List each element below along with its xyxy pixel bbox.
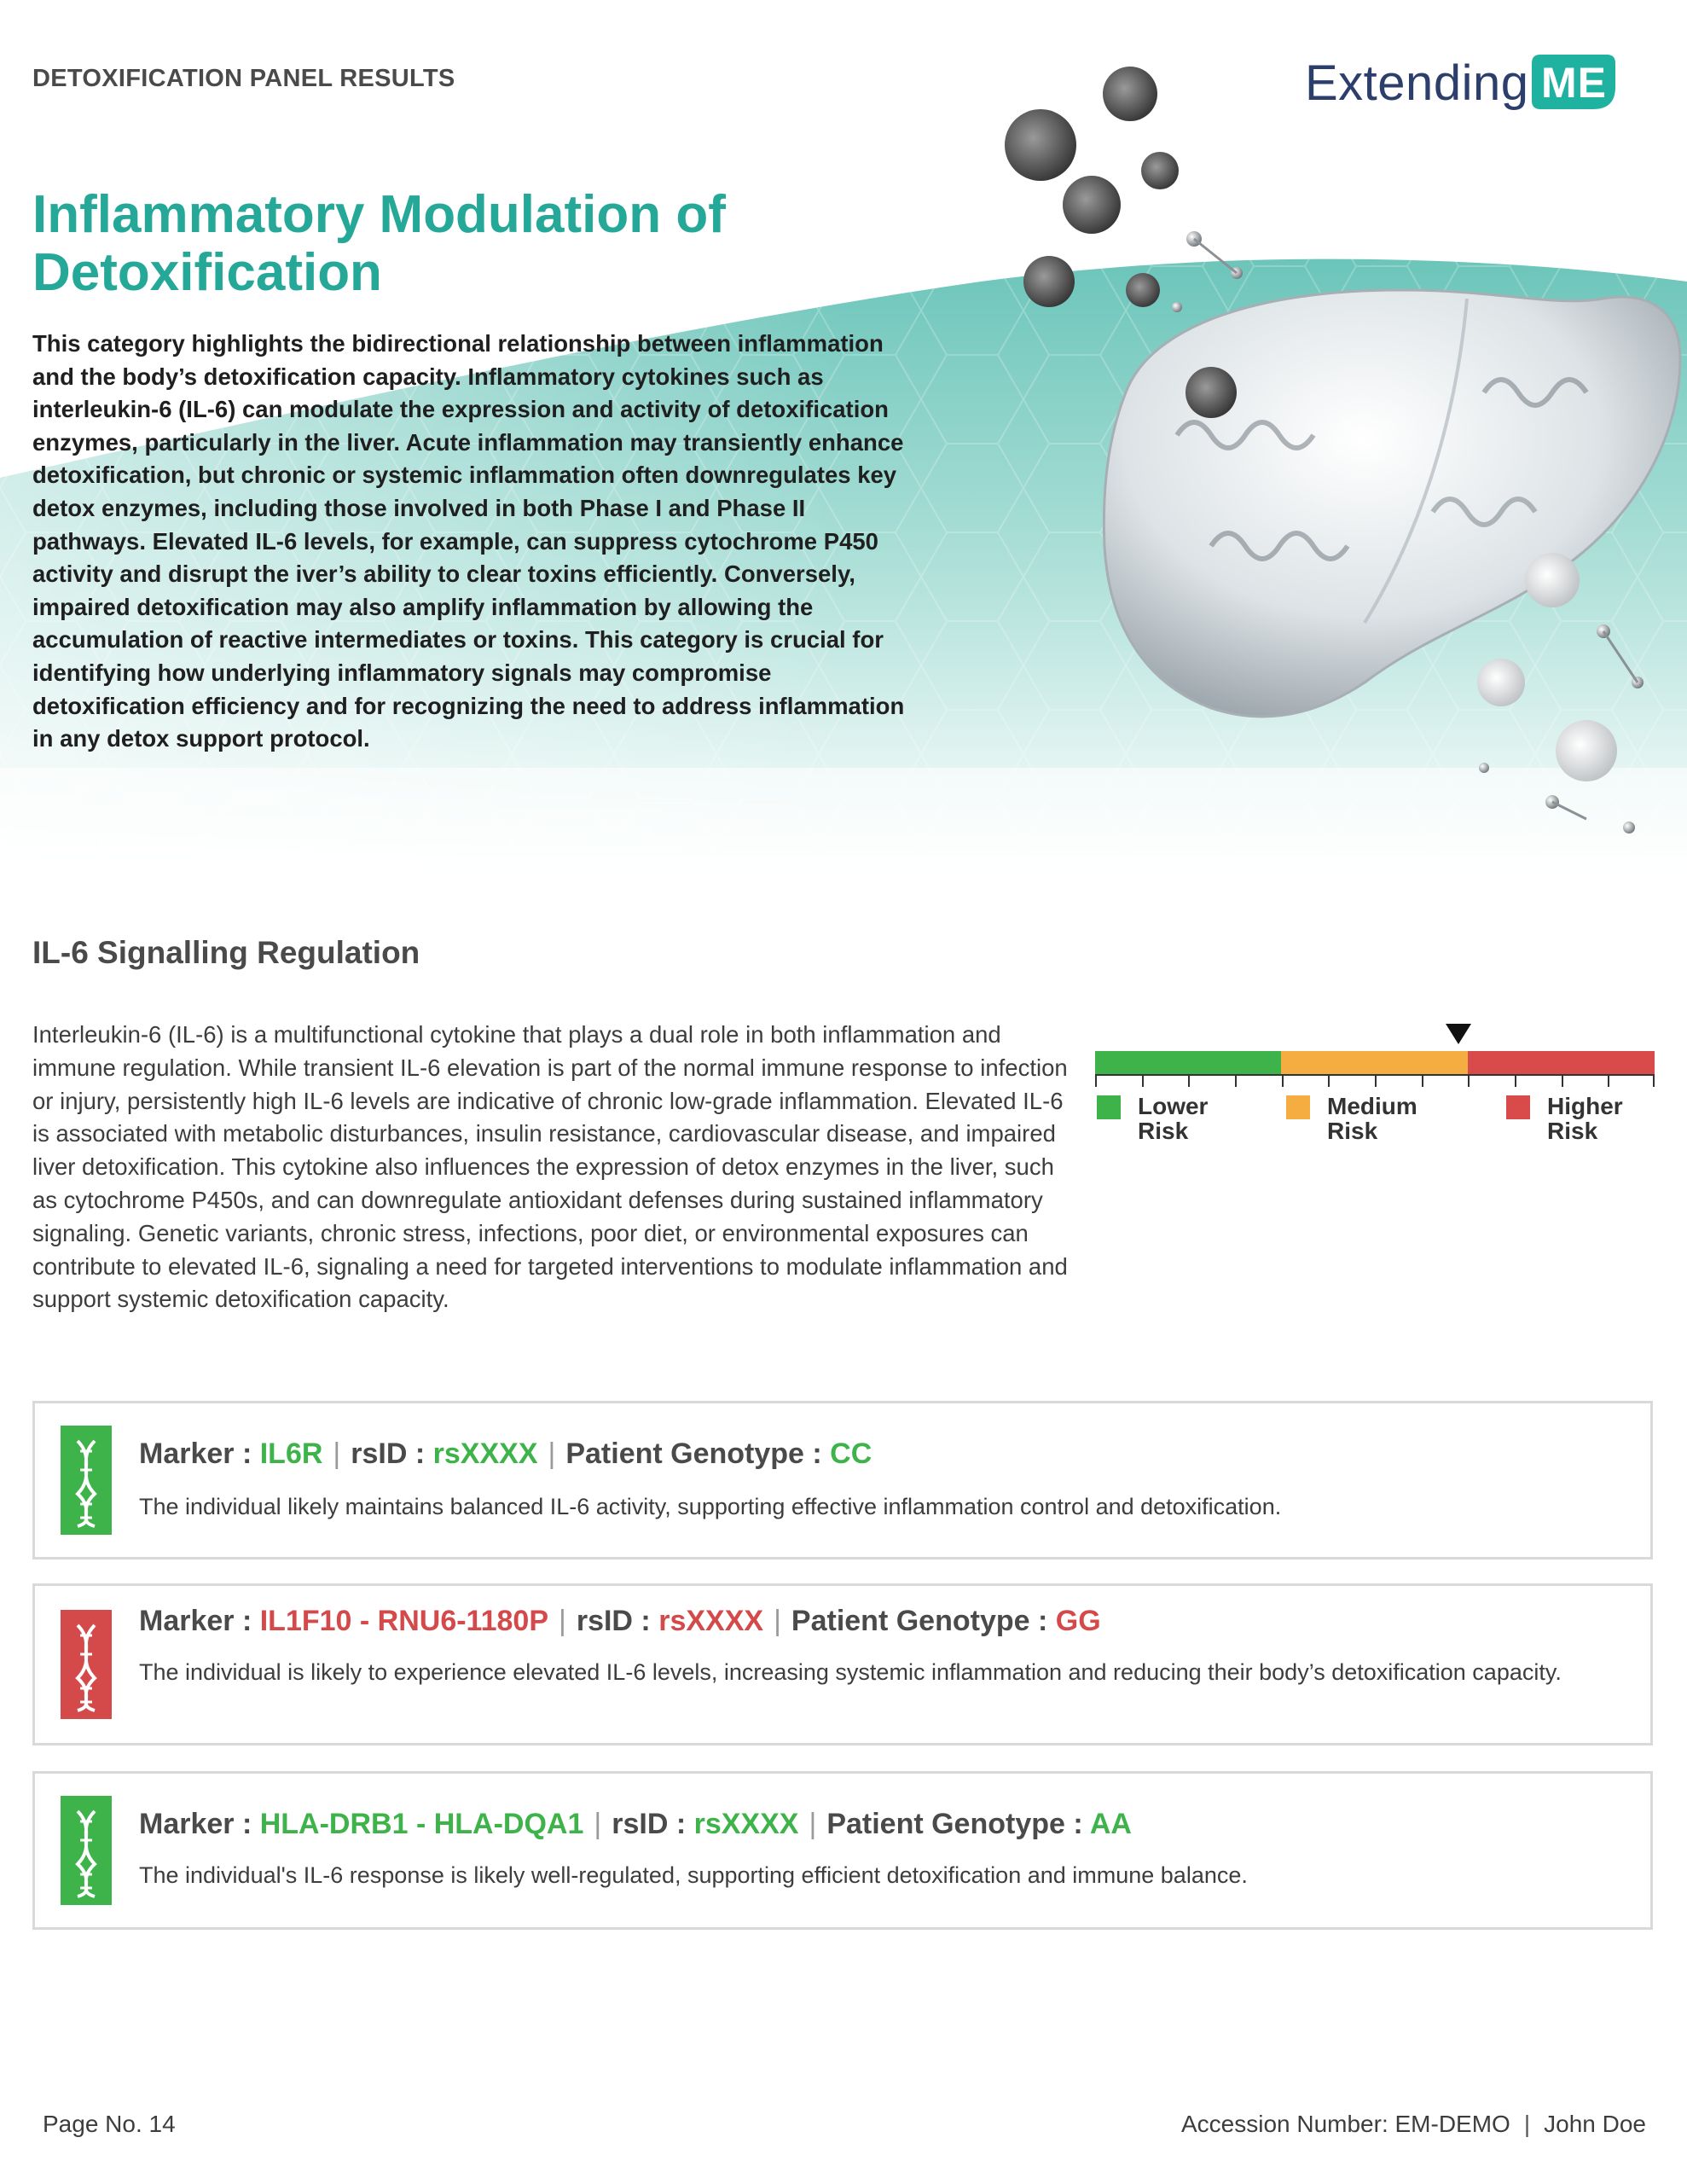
marker-header: Marker : HLA-DRB1 - HLA-DQA1 | rsID : rsXXXX | Patient Genotype : AA xyxy=(139,1808,1132,1840)
risk-tick xyxy=(1235,1075,1237,1087)
marker-card xyxy=(32,1583,1653,1745)
marker-genotype: GG xyxy=(1055,1605,1101,1637)
legend-higher xyxy=(1506,1094,1649,1143)
brand-logo[interactable] xyxy=(1305,53,1617,113)
report-header-label: DETOXIFICATION PANEL RESULTS xyxy=(32,65,455,92)
risk-tick xyxy=(1422,1075,1423,1087)
marker-header: Marker : IL1F10 - RNU6-1180P | rsID : rsXXXX | Patient Genotype : GG xyxy=(139,1605,1101,1637)
risk-tick xyxy=(1095,1075,1097,1087)
marker-card xyxy=(32,1771,1653,1930)
legend-swatch-lower xyxy=(1097,1095,1121,1119)
page-title xyxy=(32,186,885,302)
page-number: Page No. 14 xyxy=(43,2111,176,2137)
logo-badge xyxy=(1530,53,1617,113)
logo-badge-text: ME xyxy=(1540,59,1607,107)
marker-rsid: rsXXXX xyxy=(693,1808,799,1840)
legend-label-lower: Lower Risk xyxy=(1138,1093,1209,1144)
risk-tick xyxy=(1142,1075,1144,1087)
category-description: This category highlights the bidirectional relationship between inflammation and the body’s detoxification capacity. Inflammatory cytokines such as interleukin-6 (IL-6) can modulate the expression and activity of detoxification enzymes, particularly in the liver. Acute inflammation may transiently enhance detoxification, but chronic or systemic inflammation often downregulates key detox enzymes, including those involved in both Phase I and Phase II pathways. Elevated IL-6 levels, for example, can suppress cytochrome P450 activity and disrupt the iver’s ability to clear toxins efficiently. Conversely, impaired detoxification may also amplify inflammation by allowing the accumulation of reactive intermediates or toxins. This category is crucial for identifying how underlying inflammatory signals may compromise detoxification efficiency and for recognizing the need to address inflammation in any detox support protocol. xyxy=(32,330,905,752)
logo-wordmark: Extending xyxy=(1305,55,1529,111)
risk-segment-medium xyxy=(1281,1051,1468,1075)
section-body: Interleukin-6 (IL-6) is a multifunctional cytokine that plays a dual role in both inflammation and immune regulation. While transient IL-6 elevation is part of the normal immune response to infection or injury, persistently high IL-6 levels are indicative of chronic low-grade inflammation. Elevated IL-6 is associated with metabolic disturbances, insulin resistance, cardiovascular disease, and impaired liver detoxification. This cytokine also influences the expression of detox enzymes in the liver, such as cytochrome P450s, and can downregulate antioxidant defenses during sustained inflammatory signaling. Genetic variants, chronic stress, infections, poor diet, or environmental exposures can contribute to elevated IL-6, signaling a need for targeted interventions to modulate inflammation and support systemic detoxification capacity. xyxy=(32,1021,1068,1313)
risk-tick xyxy=(1188,1075,1190,1087)
marker-name: IL6R xyxy=(259,1438,323,1470)
risk-tick xyxy=(1328,1075,1330,1087)
risk-tick xyxy=(1608,1075,1609,1087)
marker-genotype: AA xyxy=(1089,1808,1132,1840)
hero-banner xyxy=(0,0,1687,872)
page-title-line-1: Inflammatory Modulation of xyxy=(32,185,726,244)
risk-tick xyxy=(1468,1075,1470,1087)
legend-label-medium: Medium Risk xyxy=(1327,1093,1417,1144)
page-title-line-2: Detoxification xyxy=(32,243,382,302)
legend-lower xyxy=(1097,1094,1240,1143)
risk-scale xyxy=(1095,1017,1655,1153)
risk-tick xyxy=(1375,1075,1377,1087)
section-title: IL-6 Signalling Regulation xyxy=(32,935,420,970)
patient-name: John Doe xyxy=(1544,2111,1646,2137)
marker-header: Marker : IL6R | rsID : rsXXXX | Patient Genotype : CC xyxy=(139,1438,872,1470)
marker-description: The individual's IL-6 response is likely well-regulated, supporting efficient detoxification and immune balance. xyxy=(139,1862,1248,1888)
risk-bar xyxy=(1095,1051,1655,1075)
marker-description: The individual likely maintains balanced IL-6 activity, supporting effective inflammation control and detoxification. xyxy=(139,1494,1282,1519)
marker-name: IL1F10 - RNU6-1180P xyxy=(259,1605,548,1637)
dna-icon xyxy=(61,1610,112,1719)
risk-tick xyxy=(1515,1075,1516,1087)
risk-tick xyxy=(1653,1075,1655,1087)
dna-icon xyxy=(61,1426,112,1535)
marker-genotype: CC xyxy=(830,1438,872,1470)
accession-number: Accession Number: EM-DEMO xyxy=(1180,2111,1510,2137)
liver-illustration xyxy=(955,34,1687,872)
marker-card xyxy=(32,1401,1653,1560)
legend-swatch-higher xyxy=(1506,1095,1530,1119)
marker-name: HLA-DRB1 - HLA-DQA1 xyxy=(259,1808,584,1840)
marker-rsid: rsXXXX xyxy=(432,1438,538,1470)
risk-pointer-icon xyxy=(1446,1024,1471,1044)
risk-segment-lower xyxy=(1095,1051,1281,1075)
legend-medium xyxy=(1286,1094,1429,1143)
legend-swatch-medium xyxy=(1286,1095,1310,1119)
risk-tick xyxy=(1562,1075,1563,1087)
risk-segment-higher xyxy=(1468,1051,1655,1075)
dna-icon xyxy=(61,1796,112,1905)
marker-rsid: rsXXXX xyxy=(658,1605,764,1637)
footer-patient-info: Accession Number: EM-DEMO | John Doe xyxy=(1180,2111,1646,2137)
marker-description: The individual is likely to experience elevated IL-6 levels, increasing systemic inflammation and reducing their body’s detoxification capacity. xyxy=(139,1659,1562,1685)
risk-ticks xyxy=(1095,1075,1655,1087)
risk-tick xyxy=(1282,1075,1284,1087)
legend-label-higher: Higher Risk xyxy=(1547,1093,1623,1144)
